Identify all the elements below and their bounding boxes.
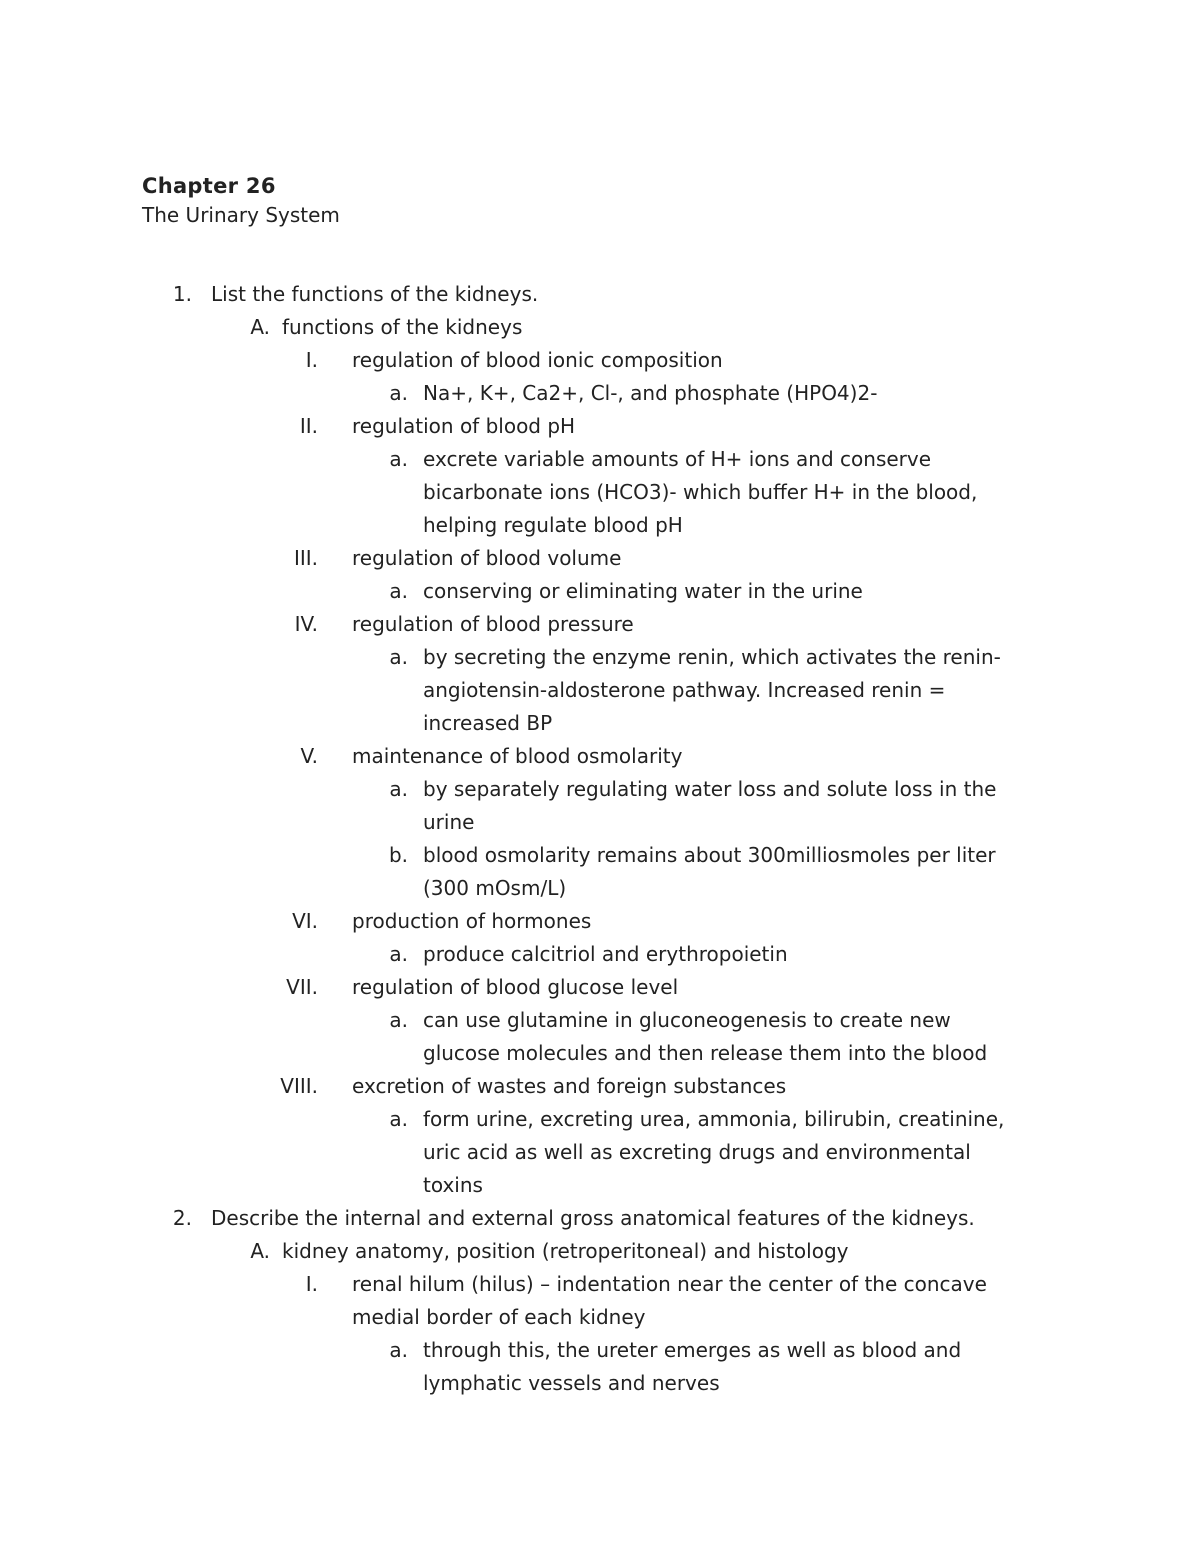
outline-text: lymphatic vessels and nerves bbox=[423, 1371, 720, 1395]
outline-text: by separately regulating water loss and solute loss in the bbox=[423, 777, 997, 801]
outline-item-level-1 bbox=[0, 278, 1200, 311]
outline-continuation-line bbox=[0, 872, 1200, 905]
outline-marker: A. bbox=[250, 315, 270, 339]
outline-list bbox=[0, 278, 1200, 1400]
outline-text: uric acid as well as excreting drugs and environmental bbox=[423, 1140, 971, 1164]
outline-text: (300 mOsm/L) bbox=[423, 876, 567, 900]
outline-item-level-4 bbox=[0, 641, 1200, 674]
outline-item-level-4 bbox=[0, 1004, 1200, 1037]
outline-continuation-line bbox=[0, 1136, 1200, 1169]
outline-text: maintenance of blood osmolarity bbox=[352, 744, 683, 768]
outline-item-level-2 bbox=[0, 1235, 1200, 1268]
outline-item-level-1 bbox=[0, 1202, 1200, 1235]
outline-marker: b. bbox=[388, 843, 408, 867]
outline-text: production of hormones bbox=[352, 909, 592, 933]
outline-marker: A. bbox=[250, 1239, 270, 1263]
outline-item-level-3 bbox=[0, 1070, 1200, 1103]
outline-continuation-line bbox=[0, 674, 1200, 707]
outline-marker: VII. bbox=[286, 975, 318, 999]
outline-continuation-line bbox=[0, 707, 1200, 740]
outline-marker: a. bbox=[389, 1107, 408, 1131]
outline-marker: 1. bbox=[172, 282, 192, 306]
outline-continuation-line bbox=[0, 476, 1200, 509]
outline-text: regulation of blood pH bbox=[352, 414, 576, 438]
outline-marker: VI. bbox=[292, 909, 318, 933]
outline-marker: a. bbox=[389, 942, 408, 966]
outline-item-level-4 bbox=[0, 938, 1200, 971]
outline-text: regulation of blood pressure bbox=[352, 612, 634, 636]
outline-text: urine bbox=[423, 810, 475, 834]
outline-marker: V. bbox=[300, 744, 318, 768]
outline-text: can use glutamine in gluconeogenesis to create new bbox=[423, 1008, 951, 1032]
outline-item-level-3 bbox=[0, 971, 1200, 1004]
outline-item-level-4 bbox=[0, 443, 1200, 476]
outline-marker: a. bbox=[389, 1338, 408, 1362]
outline-text: bicarbonate ions (HCO3)- which buffer H+ in the blood, bbox=[423, 480, 978, 504]
outline-text: functions of the kidneys bbox=[282, 315, 523, 339]
outline-item-level-2 bbox=[0, 311, 1200, 344]
outline-marker: I. bbox=[305, 1272, 318, 1296]
outline-item-level-4 bbox=[0, 1103, 1200, 1136]
outline-text: List the functions of the kidneys. bbox=[211, 282, 539, 306]
outline-text: excrete variable amounts of H+ ions and conserve bbox=[423, 447, 932, 471]
outline-item-level-4 bbox=[0, 773, 1200, 806]
outline-text: toxins bbox=[423, 1173, 483, 1197]
outline-marker: I. bbox=[305, 348, 318, 372]
outline-text: increased BP bbox=[423, 711, 553, 735]
outline-text: produce calcitriol and erythropoietin bbox=[423, 942, 788, 966]
outline-text: Na+, K+, Ca2+, Cl-, and phosphate (HPO4)2- bbox=[423, 381, 878, 405]
outline-continuation-line bbox=[0, 1169, 1200, 1202]
outline-text: helping regulate blood pH bbox=[423, 513, 683, 537]
chapter-title: Chapter 26 bbox=[142, 174, 276, 198]
outline-item-level-3 bbox=[0, 410, 1200, 443]
outline-marker: III. bbox=[293, 546, 318, 570]
outline-marker: a. bbox=[389, 579, 408, 603]
outline-continuation-line bbox=[0, 1037, 1200, 1070]
outline-text: regulation of blood glucose level bbox=[352, 975, 679, 999]
outline-marker: VIII. bbox=[280, 1074, 318, 1098]
outline-marker: 2. bbox=[172, 1206, 192, 1230]
outline-marker: a. bbox=[389, 777, 408, 801]
outline-text: Describe the internal and external gross anatomical features of the kidneys. bbox=[211, 1206, 975, 1230]
outline-text: renal hilum (hilus) – indentation near the center of the concave bbox=[352, 1272, 987, 1296]
outline-continuation-line bbox=[0, 806, 1200, 839]
outline-item-level-3 bbox=[0, 740, 1200, 773]
outline-marker: a. bbox=[389, 447, 408, 471]
outline-text: conserving or eliminating water in the urine bbox=[423, 579, 863, 603]
outline-item-level-4 bbox=[0, 377, 1200, 410]
outline-item-level-3 bbox=[0, 344, 1200, 377]
outline-marker: a. bbox=[389, 381, 408, 405]
outline-item-level-4 bbox=[0, 1334, 1200, 1367]
chapter-subtitle: The Urinary System bbox=[142, 203, 340, 227]
outline-marker: a. bbox=[389, 645, 408, 669]
outline-text: by secreting the enzyme renin, which activates the renin- bbox=[423, 645, 1001, 669]
outline-text: angiotensin-aldosterone pathway. Increased renin = bbox=[423, 678, 946, 702]
outline-item-level-4 bbox=[0, 839, 1200, 872]
outline-item-level-4 bbox=[0, 575, 1200, 608]
outline-text: blood osmolarity remains about 300milliosmoles per liter bbox=[423, 843, 996, 867]
outline-text: form urine, excreting urea, ammonia, bilirubin, creatinine, bbox=[423, 1107, 1005, 1131]
outline-text: regulation of blood volume bbox=[352, 546, 622, 570]
outline-item-level-3 bbox=[0, 608, 1200, 641]
outline-continuation-line bbox=[0, 1301, 1200, 1334]
outline-text: kidney anatomy, position (retroperitoneal) and histology bbox=[282, 1239, 849, 1263]
outline-text: medial border of each kidney bbox=[352, 1305, 646, 1329]
outline-item-level-3 bbox=[0, 905, 1200, 938]
outline-marker: a. bbox=[389, 1008, 408, 1032]
outline-marker: IV. bbox=[294, 612, 318, 636]
outline-text: excretion of wastes and foreign substances bbox=[352, 1074, 787, 1098]
outline-item-level-3 bbox=[0, 1268, 1200, 1301]
outline-continuation-line bbox=[0, 1367, 1200, 1400]
outline-text: regulation of blood ionic composition bbox=[352, 348, 723, 372]
outline-marker: II. bbox=[299, 414, 318, 438]
outline-text: through this, the ureter emerges as well as blood and bbox=[423, 1338, 962, 1362]
outline-continuation-line bbox=[0, 509, 1200, 542]
outline-item-level-3 bbox=[0, 542, 1200, 575]
outline-text: glucose molecules and then release them into the blood bbox=[423, 1041, 988, 1065]
